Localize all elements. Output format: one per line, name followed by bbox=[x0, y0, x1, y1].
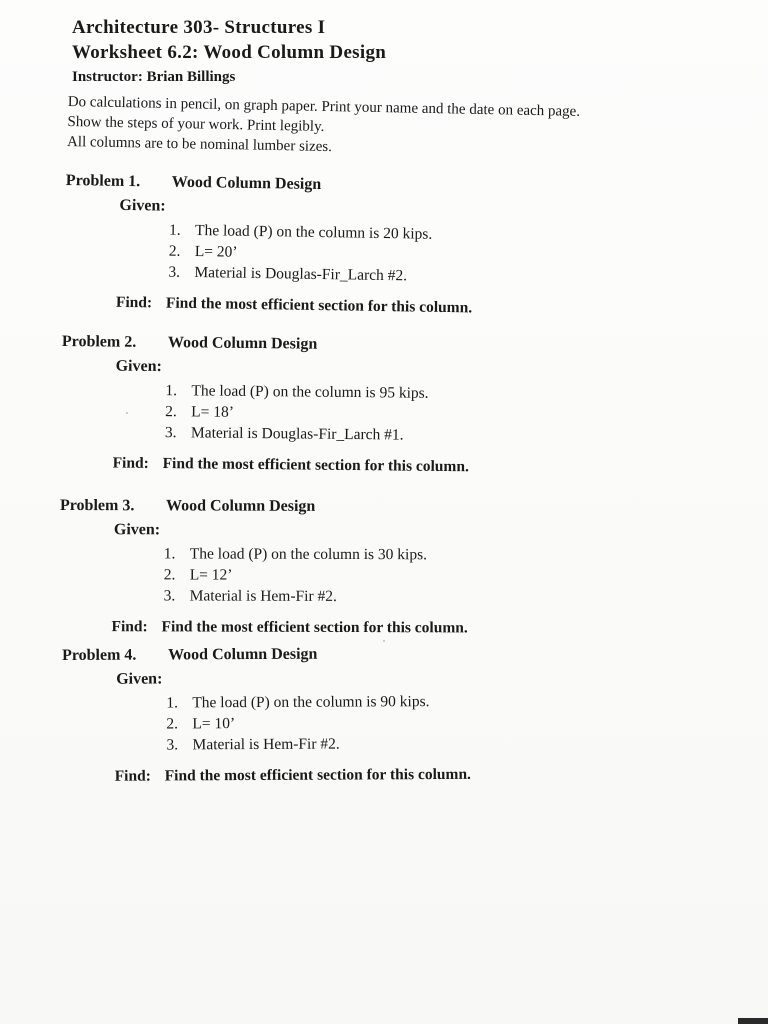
item-text: L= 12’ bbox=[189, 566, 233, 584]
given-list bbox=[60, 543, 620, 608]
given-list bbox=[62, 690, 622, 756]
item-number: 3. bbox=[164, 424, 177, 442]
item-number: 2. bbox=[163, 566, 176, 584]
find-line bbox=[64, 291, 624, 322]
item-number: 3. bbox=[166, 736, 179, 754]
problem-3 bbox=[60, 497, 620, 640]
find-text: Find the most efficient section for this column. bbox=[164, 765, 471, 785]
instruction-line: Do calculations in pencil, on graph paper. Print your name and the date on each page. bbox=[67, 93, 581, 120]
problem-label: Problem 1. bbox=[65, 172, 141, 191]
find-label: Find: bbox=[112, 454, 149, 472]
item-text: L= 18’ bbox=[191, 403, 235, 421]
given-item bbox=[62, 732, 622, 756]
given-item bbox=[62, 711, 622, 735]
worksheet-header bbox=[72, 16, 692, 87]
paper-speck bbox=[383, 640, 385, 642]
item-text: The load (P) on the column is 30 kips. bbox=[189, 545, 428, 564]
instruction-line: Show the steps of your work. Print legibly. bbox=[67, 113, 325, 135]
item-number: 2. bbox=[168, 242, 181, 260]
item-number: 1. bbox=[165, 382, 178, 400]
find-line bbox=[60, 616, 620, 640]
item-number: 1. bbox=[166, 694, 178, 712]
item-number: 2. bbox=[165, 403, 177, 421]
find-text: Find the most efficient section for this column. bbox=[162, 455, 469, 476]
problem-2 bbox=[61, 333, 622, 480]
problem-label: Problem 3. bbox=[59, 497, 135, 515]
item-text: The load (P) on the column is 90 kips. bbox=[192, 693, 430, 712]
given-label: Given: bbox=[115, 357, 162, 376]
problem-topic: Wood Column Design bbox=[167, 334, 318, 353]
given-list bbox=[64, 218, 625, 290]
given-item bbox=[60, 564, 620, 587]
item-number: 1. bbox=[163, 545, 176, 563]
course-title: Architecture 303- Structures I bbox=[72, 17, 326, 38]
find-label: Find: bbox=[115, 293, 153, 312]
item-number: 2. bbox=[166, 715, 179, 733]
problem-topic: Wood Column Design bbox=[167, 645, 318, 664]
item-number: 3. bbox=[168, 263, 181, 281]
problem-1 bbox=[64, 172, 626, 322]
given-label: Given: bbox=[116, 670, 163, 688]
problem-label: Problem 4. bbox=[62, 646, 137, 664]
page-corner-shadow bbox=[738, 1018, 768, 1024]
find-text: Find the most efficient section for this column. bbox=[161, 618, 468, 637]
find-label: Find: bbox=[114, 767, 151, 785]
problem-4 bbox=[62, 644, 623, 788]
item-number: 3. bbox=[163, 587, 176, 605]
problem-heading bbox=[60, 497, 620, 521]
instructions-block bbox=[67, 92, 668, 164]
problem-label: Problem 2. bbox=[61, 333, 137, 351]
item-text: The load (P) on the column is 20 kips. bbox=[194, 222, 433, 243]
item-text: Material is Hem-Fir #2. bbox=[189, 587, 337, 605]
worksheet-title: Worksheet 6.2: Wood Column Design bbox=[72, 42, 387, 63]
problem-heading bbox=[62, 644, 622, 669]
item-text: Material is Douglas-Fir_Larch #1. bbox=[190, 424, 404, 444]
item-text: L= 10’ bbox=[192, 715, 236, 733]
problem-topic: Wood Column Design bbox=[171, 173, 322, 194]
given-item bbox=[62, 690, 622, 714]
item-text: Material is Hem-Fir #2. bbox=[192, 735, 340, 754]
item-text: The load (P) on the column is 95 kips. bbox=[191, 382, 429, 402]
given-item bbox=[60, 543, 620, 566]
find-line bbox=[61, 452, 621, 480]
item-text: Material is Douglas-Fir_Larch #2. bbox=[194, 264, 408, 285]
paper-speck bbox=[126, 412, 128, 414]
find-line bbox=[63, 763, 623, 788]
given-item bbox=[61, 421, 621, 448]
given-item bbox=[60, 585, 620, 608]
find-label: Find: bbox=[111, 618, 148, 636]
instructor-line: Instructor: Brian Billings bbox=[72, 69, 236, 85]
item-number: 1. bbox=[168, 221, 181, 239]
find-text: Find the most efficient section for this column. bbox=[165, 294, 473, 317]
given-label: Given: bbox=[119, 196, 166, 215]
given-list bbox=[61, 379, 622, 448]
instruction-line: All columns are to be nominal lumber sizes. bbox=[66, 133, 333, 156]
problem-topic: Wood Column Design bbox=[165, 497, 316, 515]
given-label: Given: bbox=[113, 521, 161, 539]
item-text: L= 20’ bbox=[194, 243, 238, 261]
